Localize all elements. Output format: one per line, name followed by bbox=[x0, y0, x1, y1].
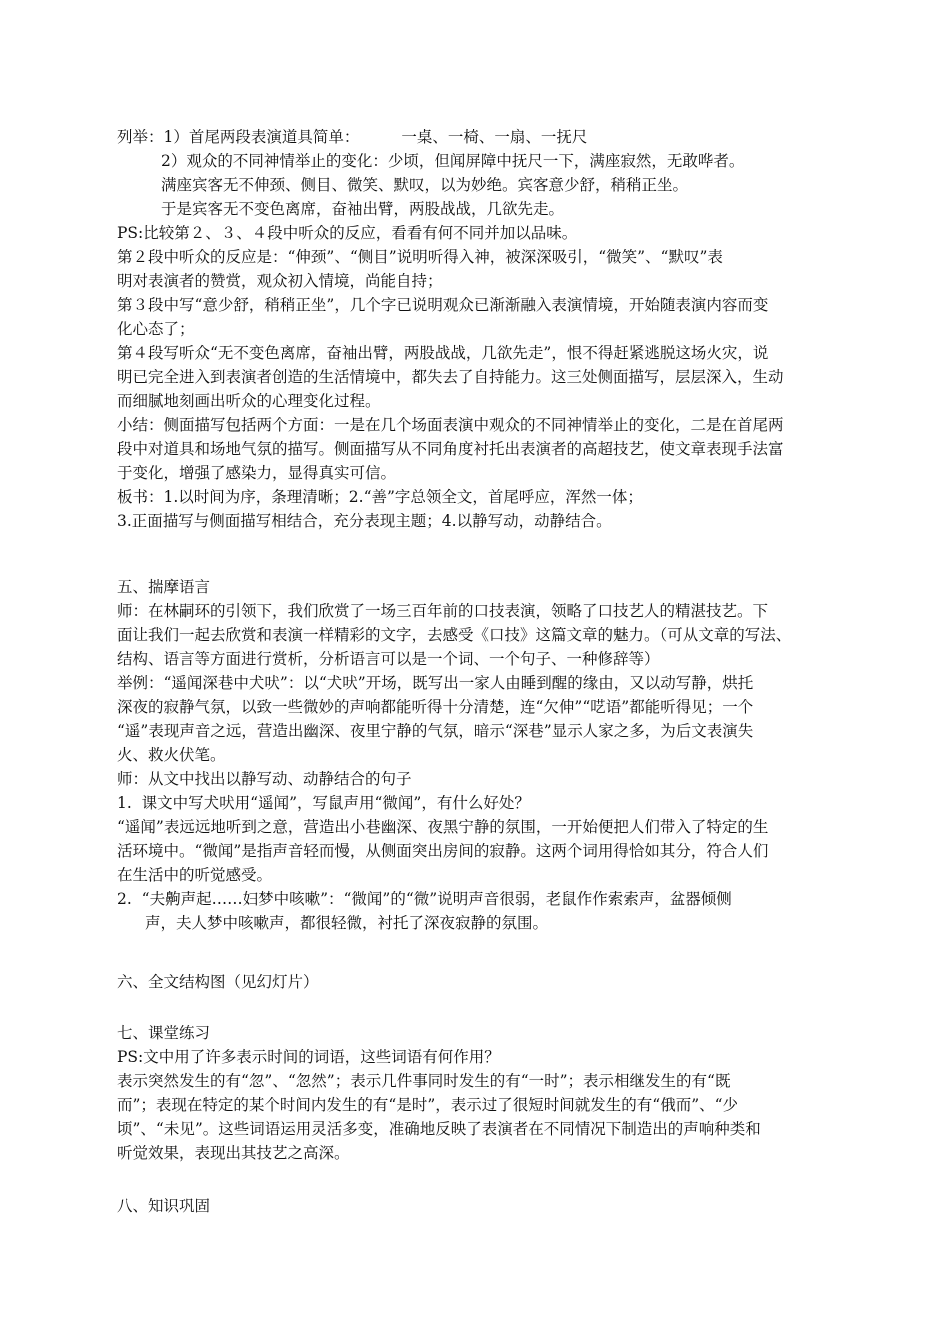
s7-line-3: 而”；表现在特定的某个时间内发生的有“是时”，表示过了很短时间就发生的有“俄而”、“少 bbox=[117, 1096, 739, 1114]
list-line-3: 满座宾客无不伸颈、侧目、微笑、默叹，以为妙绝。宾客意少舒，稍稍正坐。 bbox=[161, 176, 689, 194]
s5-line-5: 深夜的寂静气氛，以致一些微妙的声响都能听得十分清楚，连“欠伸”“呓语”都能听得见；一个 bbox=[117, 698, 754, 716]
para2-line-1: 第２段中听众的反应是：“伸颈”、“侧目”说明听得入神，被深深吸引，“微笑”、“默叹”表 bbox=[117, 248, 723, 266]
ps-compare: PS:比较第２、３、４段中听众的反应，看看有何不同并加以品味。 bbox=[117, 224, 578, 242]
section-5 bbox=[117, 575, 841, 935]
analysis-section bbox=[117, 125, 841, 533]
s5-line-8: 师：从文中找出以静写动、动静结合的句子 bbox=[117, 770, 412, 788]
section-6 bbox=[117, 970, 841, 994]
summary-line-2: 段中对道具和场地气氛的描写。侧面描写从不同角度衬托出表演者的高超技艺，使文章表现手法富 bbox=[117, 440, 784, 458]
section-8 bbox=[117, 1194, 841, 1218]
para3-line-1: 第３段中写“意少舒，稍稍正坐”，几个字已说明观众已渐渐融入表演情境，开始随表演内容而变 bbox=[117, 296, 769, 314]
s7-line-4: 顷”、“未见”。这些词语运用灵活多变，准确地反映了表演者在不同情况下制造出的声响种类和 bbox=[117, 1120, 761, 1138]
list-props-items: 一桌、一椅、一扇、一抚尺 bbox=[401, 128, 588, 146]
para3-line-2: 化心态了； bbox=[117, 320, 195, 338]
s5-line-14: 声，夫人梦中咳嗽声，都很轻微，衬托了深夜寂静的氛围。 bbox=[145, 914, 549, 932]
s5-line-9: 1. 课文中写犬吠用“遥闻”，写鼠声用“微闻”，有什么好处？ bbox=[117, 794, 530, 812]
list-props-label: 列举：1）首尾两段表演道具简单： bbox=[117, 128, 360, 146]
summary-line-1: 小结：侧面描写包括两个方面：一是在几个场面表演中观众的不同神情举止的变化，二是在首尾两 bbox=[117, 416, 784, 434]
s7-line-5: 听觉效果，表现出其技艺之高深。 bbox=[117, 1144, 350, 1162]
board-line-1: 板书：1.以时间为序，条理清晰；2.“善”字总领全文，首尾呼应，浑然一体； bbox=[117, 488, 643, 506]
board-line-2: 3.正面描写与侧面描写相结合，充分表现主题；4.以静写动，动静结合。 bbox=[117, 512, 612, 530]
section-7 bbox=[117, 1021, 841, 1165]
para4-line-1: 第４段写听众“无不变色离席，奋袖出臂，两股战战，几欲先走”，恨不得赶紧逃脱这场火灾，说 bbox=[117, 344, 769, 362]
s7-line-2: 表示突然发生的有“忽”、“忽然”；表示几件事同时发生的有“一时”；表示相继发生的有“既 bbox=[117, 1072, 731, 1090]
s5-line-4: 举例：“遥闻深巷中犬吠”：以“犬吠”开场，既写出一家人由睡到醒的缘由，又以动写静，烘托 bbox=[117, 674, 754, 692]
para4-line-2: 明已完全进入到表演者创造的生活情境中，都失去了自持能力。这三处侧面描写，层层深入，生动 bbox=[117, 368, 784, 386]
para2-line-2: 明对表演者的赞赏，观众初入情境，尚能自持； bbox=[117, 272, 443, 290]
s5-line-6: “遥”表现声音之远，营造出幽深、夜里宁静的气氛，暗示“深巷”显示人家之多，为后文表演失 bbox=[117, 722, 754, 740]
list-line-1 bbox=[117, 125, 841, 149]
s7-line-1: PS:文中用了许多表示时间的词语，这些词语有何作用？ bbox=[117, 1048, 500, 1066]
s5-line-10: “遥闻”表远远地听到之意，营造出小巷幽深、夜黑宁静的氛围，一开始便把人们带入了特定的生 bbox=[117, 818, 769, 836]
s5-line-13: 2. “夫齁声起……妇梦中咳嗽”：“微闻”的“微”说明声音很弱，老鼠作作索索声，盆器倾侧 bbox=[117, 890, 732, 908]
list-line-2: 2）观众的不同神情举止的变化：少顷，但闻屏障中抚尺一下，满座寂然，无敢哗者。 bbox=[161, 152, 745, 170]
section-8-heading: 八、知识巩固 bbox=[117, 1197, 211, 1215]
s5-line-1: 师：在林嗣环的引领下，我们欣赏了一场三百年前的口技表演，领略了口技艺人的精湛技艺。下 bbox=[117, 602, 769, 620]
section-5-heading: 五、揣摩语言 bbox=[117, 578, 211, 596]
s5-line-2: 面让我们一起去欣赏和表演一样精彩的文字，去感受《口技》这篇文章的魅力。（可从文章的写法、 bbox=[117, 626, 792, 644]
section-6-heading: 六、全文结构图（见幻灯片） bbox=[117, 973, 319, 991]
s5-line-11: 活环境中。“微闻”是指声音轻而慢，从侧面突出房间的寂静。这两个词用得恰如其分，符合人们 bbox=[117, 842, 769, 860]
para4-line-3: 而细腻地刻画出听众的心理变化过程。 bbox=[117, 392, 381, 410]
section-7-heading: 七、课堂练习 bbox=[117, 1024, 211, 1042]
s5-line-12: 在生活中的听觉感受。 bbox=[117, 866, 273, 884]
s5-line-7: 火、救火伏笔。 bbox=[117, 746, 226, 764]
list-line-4: 于是宾客无不变色离席，奋袖出臂，两股战战，几欲先走。 bbox=[161, 200, 565, 218]
summary-line-3: 于变化，增强了感染力，显得真实可信。 bbox=[117, 464, 397, 482]
s5-line-3: 结构、语言等方面进行赏析，分析语言可以是一个词、一个句子、一种修辞等） bbox=[117, 650, 660, 668]
